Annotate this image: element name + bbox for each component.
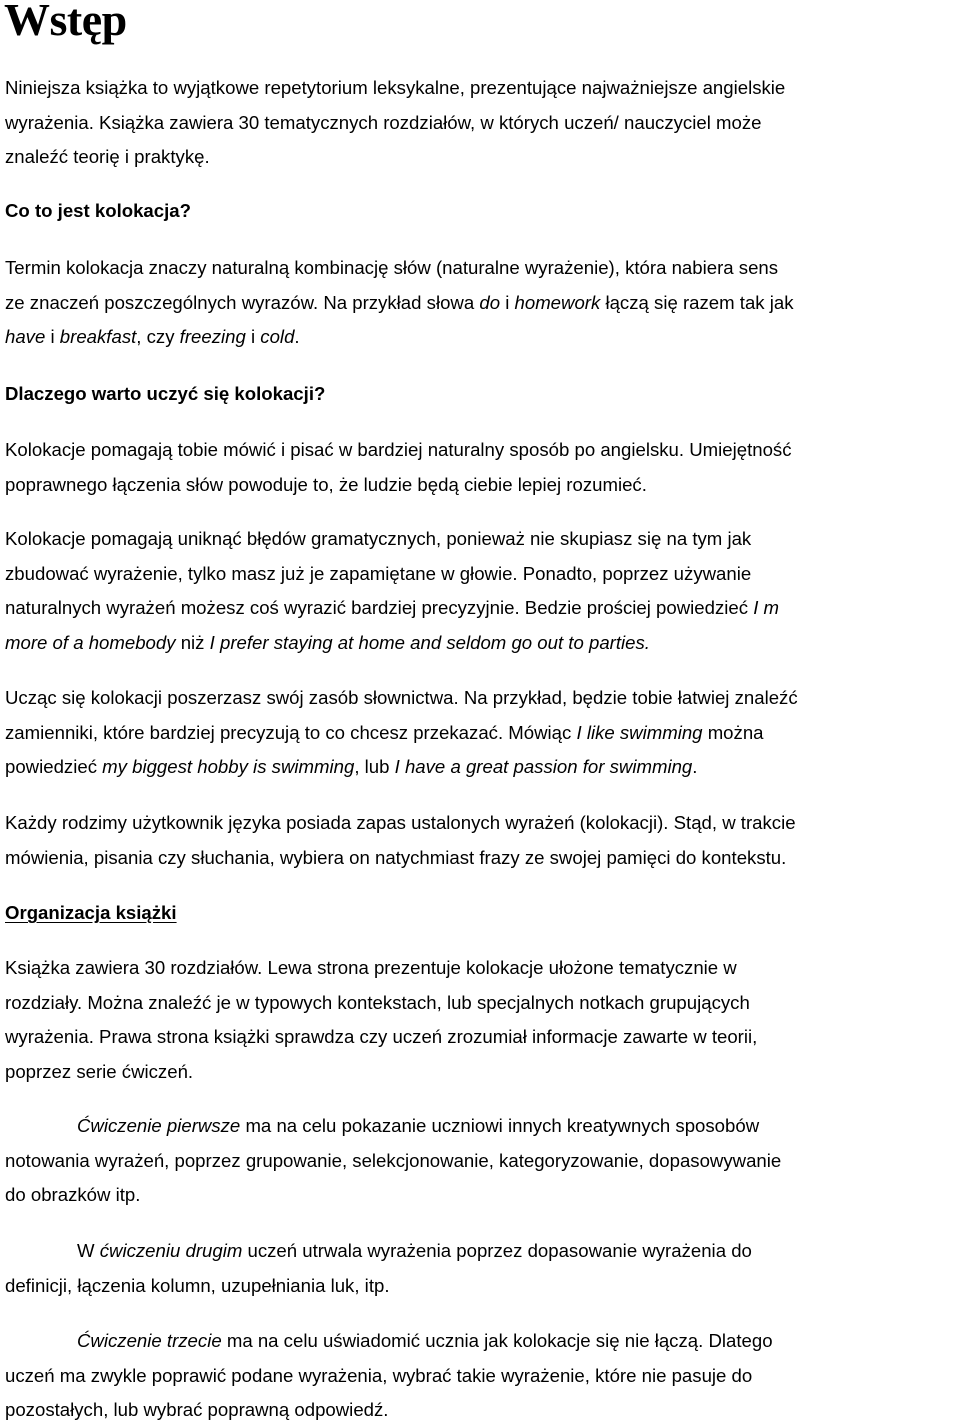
intro-paragraph [5,71,957,175]
intro-line-1: Niniejsza książka to wyjątkowe repetytorium leksykalne, prezentujące najważniejsze angielskie [5,77,786,98]
definition-line-1: Termin kolokacja znaczy naturalną kombinację słów (naturalne wyrażenie), która nabiera sens [5,257,779,278]
why3-line-2: zamienniki, które bardziej precyzują to co chcesz przekazać. Mówiąc I like swimming można [5,721,764,743]
section-heading-why: Dlaczego warto uczyć się kolokacji? [5,383,326,404]
ex2-line-2: definicji, łączenia kolumn, uzupełniania luk, itp. [5,1274,390,1296]
ex1-line-2: notowania wyrażeń, poprzez grupowanie, selekcjonowanie, kategoryzowanie, dopasowywanie [5,1149,782,1171]
org-line-2: rozdziały. Można znaleźć je w typowych kontekstach, lub specjalnych notkach grupujących [5,991,750,1013]
organization-heading-text: Organizacja książki [5,902,177,923]
definition-line-2: ze znaczeń poszczególnych wyrazów. Na przykład słowa do i homework łączą się razem tak jak [5,291,794,313]
org-line-4: poprzez serie ćwiczeń. [5,1060,194,1082]
why4-line-1: Każdy rodzimy użytkownik języka posiada zapas ustalonych wyrażeń (kolokacji). Stąd, w trakcie [5,812,796,833]
why3-line-1: Ucząc się kolokacji poszerzasz swój zasób słownictwa. Na przykład, będzie tobie łatwiej znaleźć [5,687,798,708]
exercise-1-paragraph [5,1109,957,1213]
why1-line-2: poprawnego łączenia słów powoduje to, że ludzie będą ciebie lepiej rozumieć. [5,473,647,495]
why-paragraph-3 [5,681,957,785]
exercise-2-paragraph [5,1234,957,1303]
why2-line-3: naturalnych wyrażeń możesz coś wyrazić bardziej precyzyjnie. Bedzie prościej powiedzieć I m [5,597,780,619]
why2-line-1: Kolokacje pomagają uniknąć błędów gramatycznych, ponieważ nie skupiasz się na tym jak [5,528,752,549]
why3-line-3: powiedzieć my biggest hobby is swimming, lub I have a great passion for swimming. [5,756,698,778]
page-title: Wstęp [4,0,127,45]
org-line-3: wyrażenia. Prawa strona książki sprawdza czy uczeń zrozumiał informacje zawarte w teorii, [5,1026,758,1048]
exercise-3-paragraph [5,1324,957,1428]
ex1-line-1: Ćwiczenie pierwsze ma na celu pokazanie uczniowi innych kreatywnych sposobów [77,1115,760,1136]
why4-line-2: mówienia, pisania czy słuchania, wybiera on natychmiast frazy ze swojej pamięci do kontekstu. [5,846,787,868]
definition-line-3: have i breakfast, czy freezing i cold. [5,326,300,348]
intro-line-3: znaleźć teorię i praktykę. [5,146,210,168]
definition-paragraph [5,251,957,355]
organization-paragraph [5,951,957,1089]
ex2-line-1: W ćwiczeniu drugim uczeń utrwala wyrażenia poprzez dopasowanie wyrażenia do [77,1240,752,1261]
ex1-line-3: do obrazków itp. [5,1184,141,1206]
why-paragraph-1 [5,433,957,502]
why2-line-4: more of a homebody niż I prefer staying at home and seldom go out to parties. [5,631,650,653]
why-paragraph-4 [5,806,957,875]
ex3-line-1: Ćwiczenie trzecie ma na celu uświadomić ucznia jak kolokacje się nie łączą. Dlatego [77,1330,773,1351]
org-line-1: Książka zawiera 30 rozdziałów. Lewa strona prezentuje kolokacje ułożone tematycznie w [5,957,737,978]
why-paragraph-2 [5,522,957,660]
section-heading-collocation: Co to jest kolokacja? [5,200,191,221]
intro-line-2: wyrażenia. Książka zawiera 30 tematycznych rozdziałów, w których uczeń/ nauczyciel może [5,111,762,133]
why2-line-2: zbudować wyrażenie, tylko masz już je zapamiętane w głowie. Ponadto, poprzez używanie [5,562,752,584]
section-heading-organization [5,896,957,931]
ex3-line-3: pozostałych, lub wybrać poprawną odpowiedź. [5,1399,389,1421]
ex3-line-2: uczeń ma zwykle poprawić podane wyrażenia, wybrać takie wyrażenie, które nie pasuje do [5,1364,753,1386]
why1-line-1: Kolokacje pomagają tobie mówić i pisać w bardziej naturalny sposób po angielsku. Umiejętność [5,439,792,460]
